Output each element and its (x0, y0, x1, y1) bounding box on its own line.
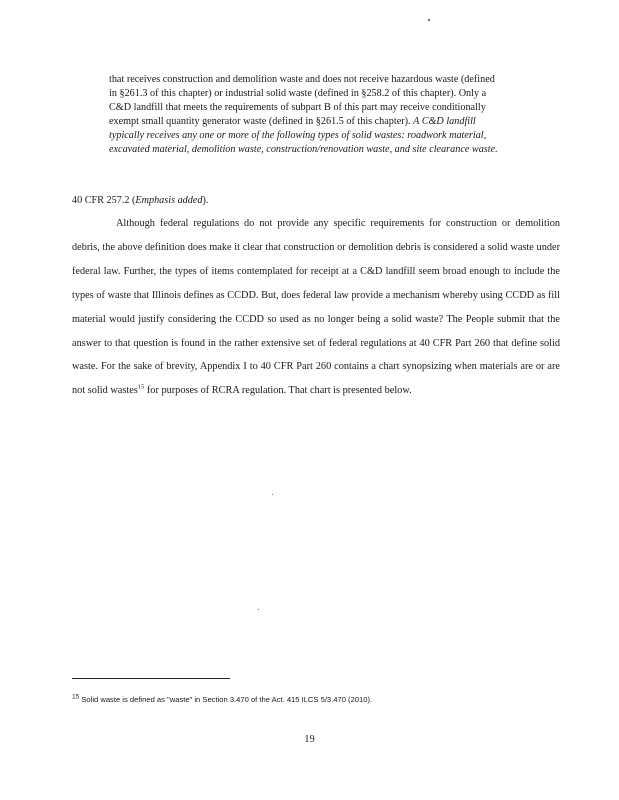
citation (72, 194, 208, 208)
body-paragraph-text: Although federal regulations do not provide any specific requirements for construction or demolition debris, the above definition does make it clear that construction or demolition debris is considered a solid waste under federal law. Further, the types of items contemplated for receipt at a C&D landfill seem broad enough to include the types of waste that Illinois defines as CCDD. But, does federal law provide a mechanism whereby using CCDD as fill material would justify considering the CCDD so used as no longer being a solid waste? The People submit that the answer to that question is found in the rather extensive set of federal regulations at 40 CFR Part 260 that define solid waste. For the sake of brevity, Appendix I to 40 CFR Part 260 contains a chart synopsizing when materials are or are not solid wastes (72, 218, 560, 397)
citation-emphasis: Emphasis added (135, 195, 203, 206)
body-paragraph (72, 212, 560, 403)
block-quote-paragraph (109, 73, 504, 158)
page-number: 19 (304, 734, 315, 745)
citation-close: ). (202, 195, 209, 206)
block-quote-emphasis: A C&D landfill typically receives any one or more of the following types of solid wastes: roadwork material, excavated material, demolition waste, construction/renovation waste, and site clearance waste. (109, 116, 498, 156)
scan-speck (428, 19, 430, 21)
footnote-marker: 15 (72, 693, 80, 701)
block-quote (109, 73, 504, 158)
footnote (72, 694, 372, 706)
footnote-divider (72, 678, 230, 679)
scan-speck (258, 609, 259, 610)
scan-speck (272, 494, 273, 495)
footnote-text: Solid waste is defined as "waste" in Section 3.470 of the Act. 415 ILCS 5/3.470 (2010). (79, 695, 373, 704)
block-quote-text: that receives construction and demolition waste and does not receive hazardous waste (defined in §261.3 of this chapter) or industrial solid waste (defined in §258.2 of this chapter). Only a C&D landfill that meets the requirements of subpart B of this part may receive conditionally exempt small quantity generator waste (defined in §261.5 of this chapter). (109, 74, 495, 128)
body-paragraph-text-end: for purposes of RCRA regulation. That chart is presented below. (144, 385, 412, 397)
citation-text: 40 CFR 257.2 ( (72, 195, 136, 206)
body-text (72, 212, 560, 403)
footnote-reference: 15 (137, 383, 145, 391)
